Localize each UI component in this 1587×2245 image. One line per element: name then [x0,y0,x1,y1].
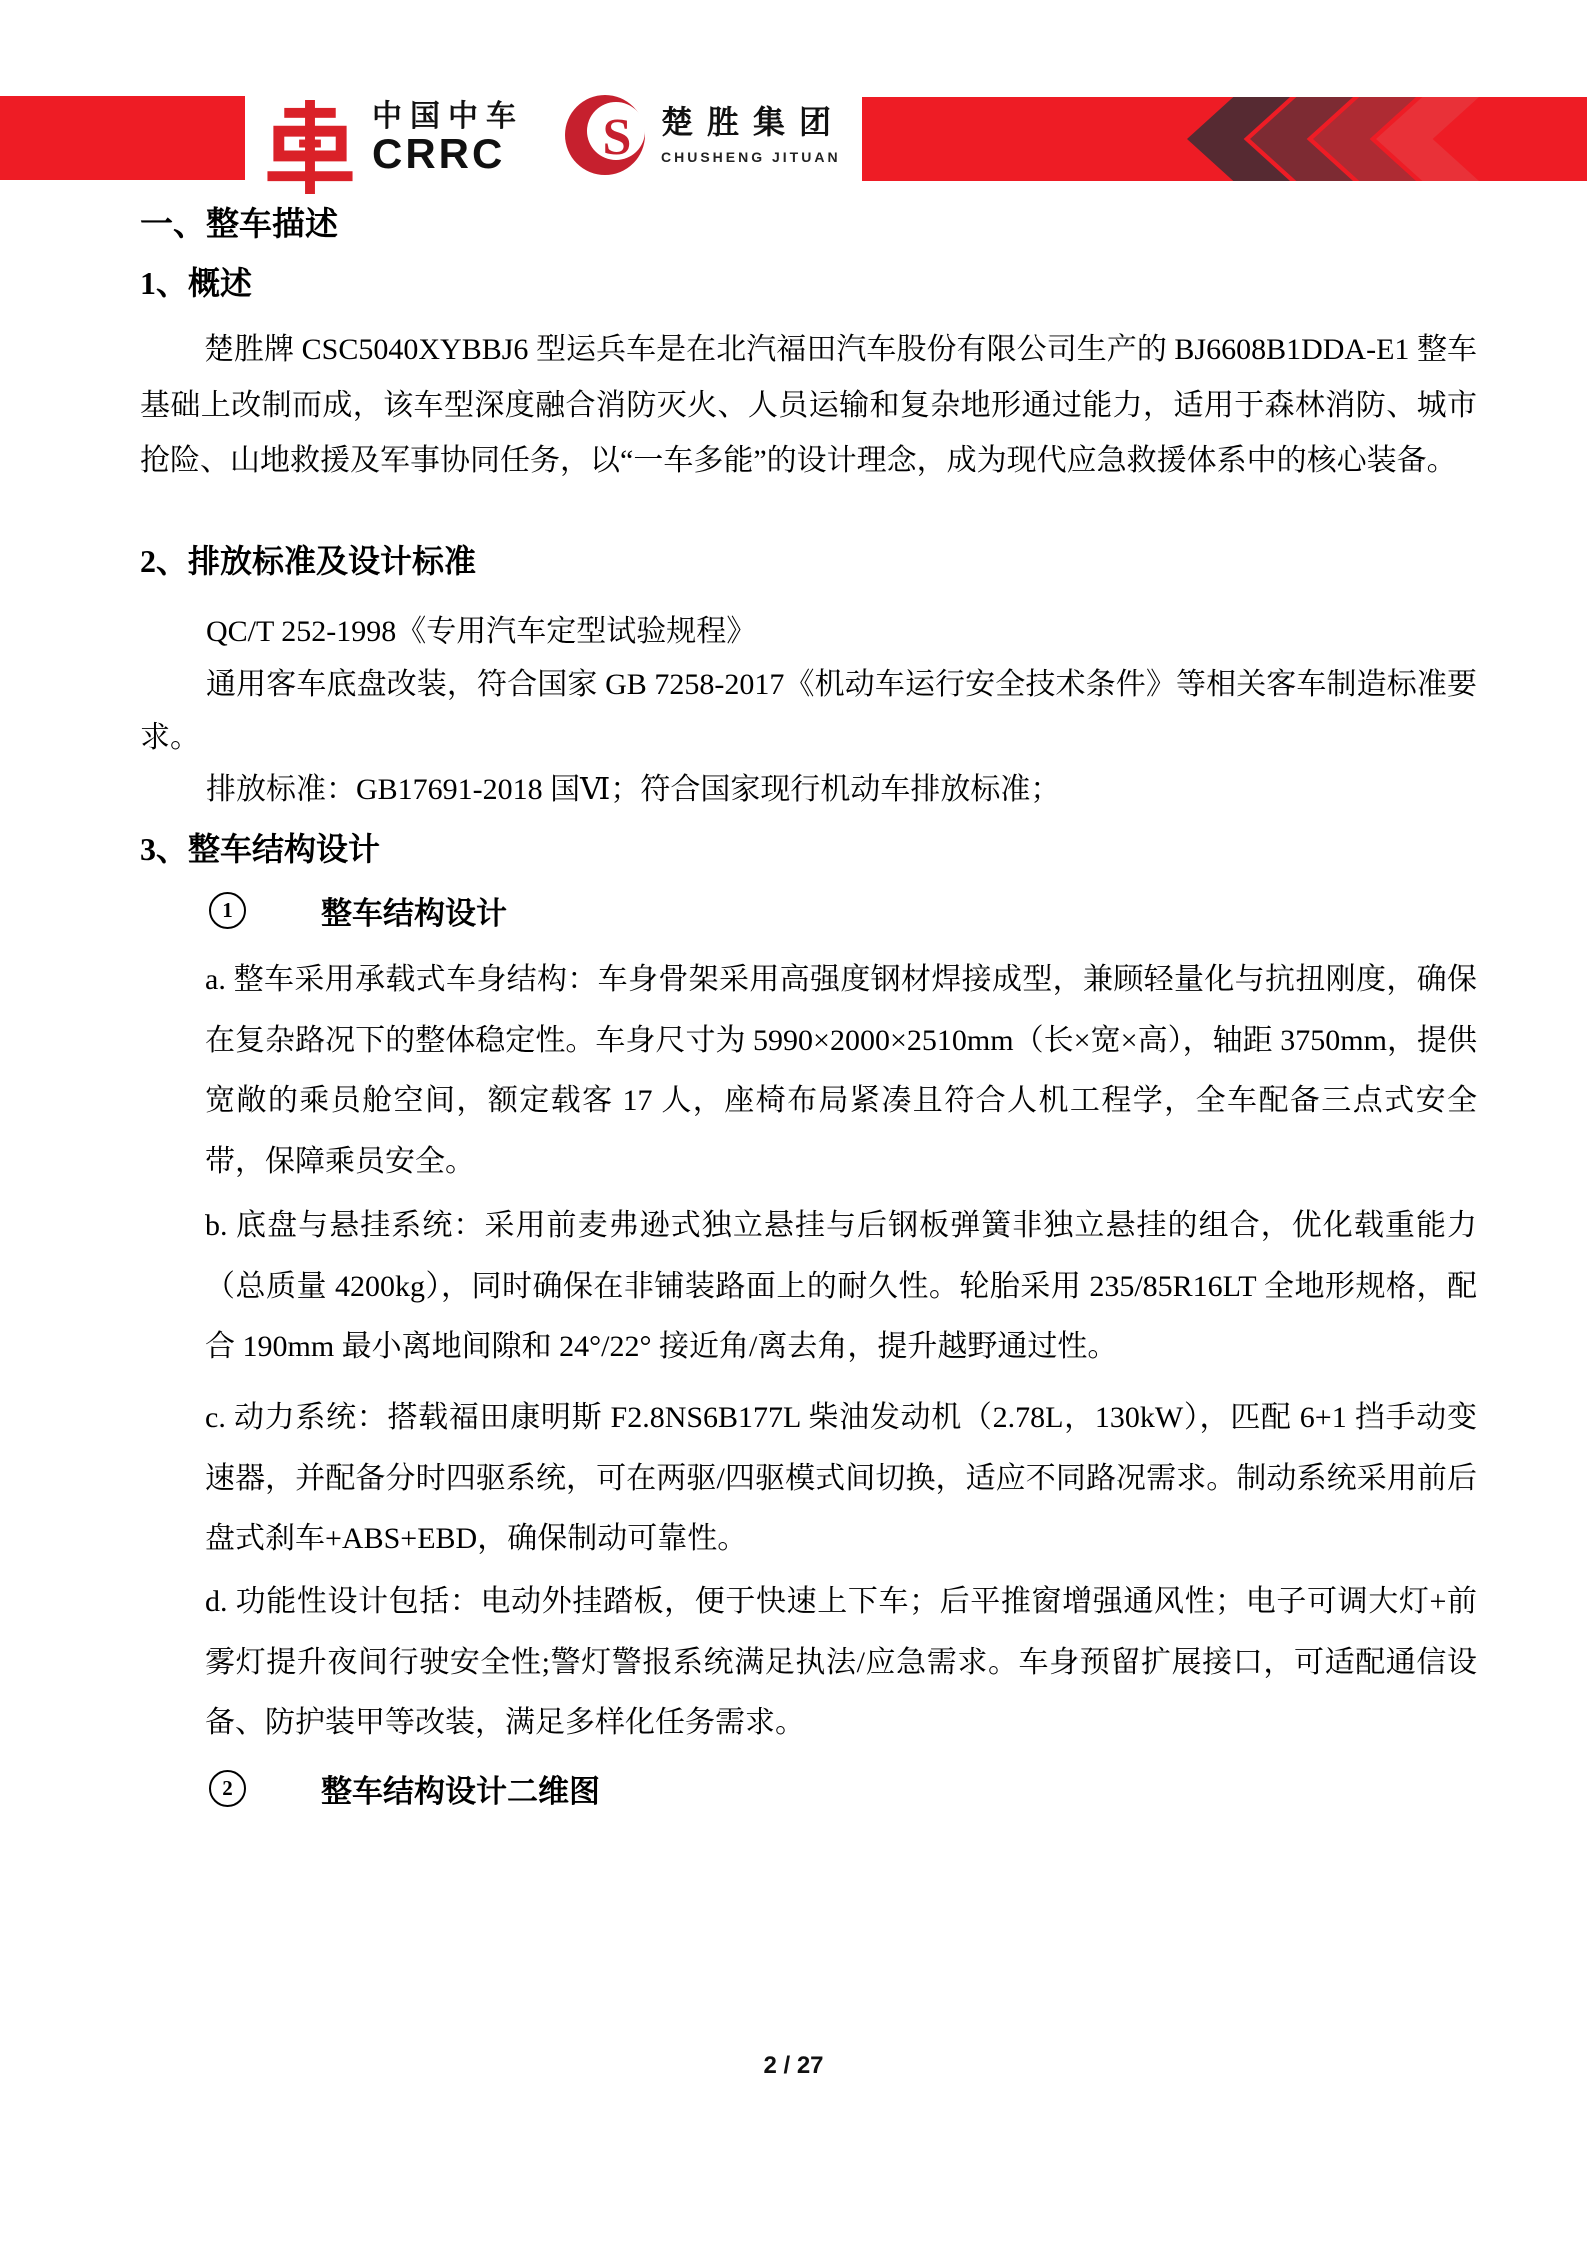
chusheng-cn-name: 楚胜集团 [661,104,846,140]
chusheng-logo [565,94,845,176]
section-title-vehicle-description: 一、整车描述 [140,207,338,243]
circled-number-2: 2 [209,1770,246,1807]
paragraph-item-c-powertrain: c. 动力系统：搭载福田康明斯 F2.8NS6B177L 柴油发动机（2.78L，130kW），匹配 6+1 挡手动变速器，并配备分时四驱系统，可在两驱/四驱模式间切换，适应不同路况需求。制动系统采用前后盘式刹车+ABS+EBD，确保制动可靠性。 [205,1401,1477,1555]
crrc-logo [266,100,524,194]
heading-structure-design: 3、整车结构设计 [140,831,381,867]
paragraph-emission-standard: 排放标准：GB17691-2018 国Ⅵ；符合国家现行机动车排放标准； [206,773,1061,806]
header-red-block-left [0,96,245,180]
paragraph-item-a-body-structure: a. 整车采用承载式车身结构：车身骨架采用高强度钢材焊接成型，兼顾轻量化与抗扭刚度，确保在复杂路况下的整体稳定性。车身尺寸为 5990×2000×2510mm（长×宽×高），轴距 3750mm，提供宽敞的乘员舱空间，额定载客 17 人，座椅布局紧凑且符合人机工程学，全车配备三点式安全带，保障乘员安全。 [205,963,1477,1178]
chusheng-en-name: CHUSHENG JITUAN [661,149,841,165]
crrc-emblem-icon [266,100,354,194]
paragraph-standard-qct: QC/T 252-1998《专用汽车定型试验规程》 [206,615,757,648]
paragraph-standard-gb7258: 通用客车底盘改装，符合国家 GB 7258-2017《机动车运行安全技术条件》等相关客车制造标准要求。 [140,668,1477,754]
paragraph-item-d-functional-design: d. 功能性设计包括：电动外挂踏板，便于快速上下车；后平推窗增强通风性；电子可调大灯+前雾灯提升夜间行驶安全性;警灯警报系统满足执法/应急需求。车身预留扩展接口，可适配通信设备、防护装甲等改装，满足多样化任务需求。 [205,1585,1477,1739]
crrc-logo-text [372,100,524,177]
chusheng-emblem-icon [565,94,649,176]
paragraph-item-b-chassis-suspension: b. 底盘与悬挂系统：采用前麦弗逊式独立悬挂与后钢板弹簧非独立悬挂的组合，优化载重能力（总质量 4200kg），同时确保在非铺装路面上的耐久性。轮胎采用 235/85R16LT 全地形规格，配合 190mm 最小离地间隙和 24°/22° 接近角/离去角，提升越野通过性。 [205,1209,1477,1363]
header-red-banner [862,97,1587,181]
crrc-cn-name: 中国中车 [372,100,524,133]
chusheng-logo-text [661,94,845,166]
circled-number-1: 1 [209,892,246,929]
heading-emission-standards: 2、排放标准及设计标准 [140,543,477,579]
page-number: 2 / 27 [763,2052,824,2079]
subheading-label: 整车结构设计 [321,896,507,931]
subheading-label: 整车结构设计二维图 [321,1774,600,1809]
subheading-structure-design [209,888,507,933]
svg-text:S: S [602,109,632,166]
subheading-structure-2d-drawing [209,1766,600,1811]
crrc-en-name: CRRC [372,130,506,177]
heading-overview: 1、概述 [140,265,253,301]
paragraph-overview: 楚胜牌 CSC5040XYBBJ6 型运兵车是在北汽福田汽车股份有限公司生产的 BJ6608B1DDA-E1 整车基础上改制而成，该车型深度融合消防灭火、人员运输和复杂地形通过能力，适用于森林消防、城市抢险、山地救援及军事协同任务，以“一车多能”的设计理念，成为现代应急救援体系中的核心装备。 [140,333,1477,477]
